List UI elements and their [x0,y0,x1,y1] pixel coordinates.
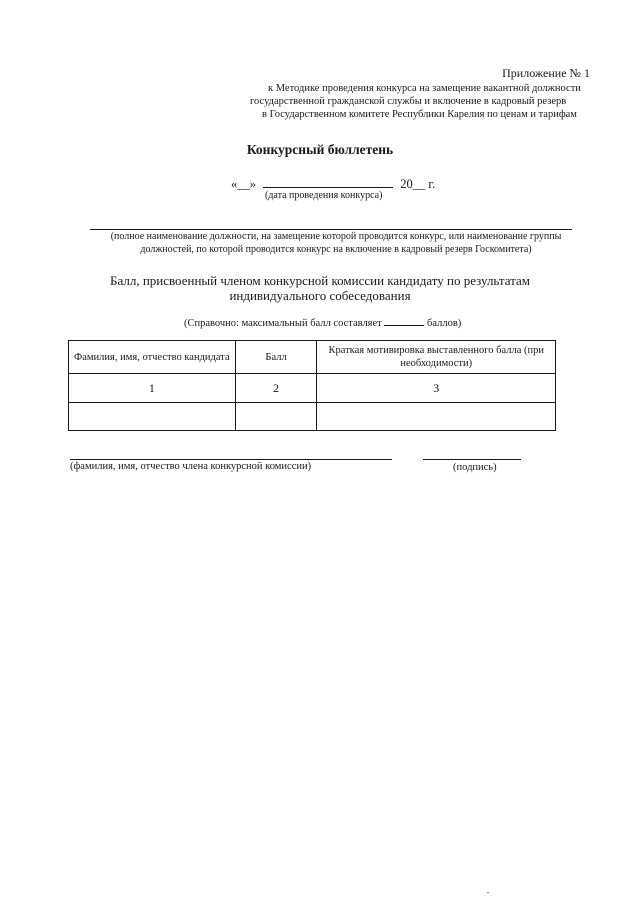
max-score-blank [384,315,424,326]
appendix-line-2: государственной гражданской службы и включение в кадровый резерв [250,96,567,107]
signature-line [423,459,521,460]
date-caption: (дата проведения конкурса) [265,190,383,201]
header-motivation: Краткая мотивировка выставленного балла (при необходимости) [317,341,556,374]
date-year: 20__ г. [400,177,436,191]
score-heading-line-1: Балл, присвоенный членом конкурсной комиссии кандидату по результатам [110,273,530,288]
header-score: Балл [235,341,317,374]
position-caption-line-1: (полное наименование должности, на замещение которой проводится конкурс, или наименование группы [110,231,562,242]
appendix-line-1: к Методике проведения конкурса на замещение вакантной должности [268,83,581,94]
appendix-line-3: в Государственном комитете Республики Карелия по ценам и тарифам [262,109,577,120]
appendix-title: Приложение № 1 [502,66,590,80]
position-caption [86,230,586,256]
column-number-1: 1 [69,374,236,403]
member-name-caption: (фамилия, имя, отчество члена конкурсной комиссии) [70,461,312,472]
document-title: Конкурсный бюллетень [246,142,394,157]
signature-caption: (подпись) [453,462,497,473]
column-number-3: 3 [317,374,556,403]
score-heading-line-2: индивидуального собеседования [229,288,411,303]
score-cell [235,403,317,431]
column-number-2: 2 [235,374,317,403]
max-score-reference [184,315,461,329]
position-caption-line-2: должностей, по которой проводится конкурс на включение в кадровый резерв Госкомитета) [140,244,532,255]
table-header-row [69,341,556,374]
ballot-table [68,340,556,431]
table-number-row [69,374,556,403]
motivation-cell [317,403,556,431]
scan-dot [487,892,489,893]
header-candidate-name: Фамилия, имя, отчество кандидата [69,341,236,374]
date-month-blank [263,175,393,188]
candidate-name-cell [69,403,236,431]
member-name-line [70,459,392,460]
table-row [69,403,556,431]
reference-prefix: (Справочно: максимальный балл составляет [184,318,382,329]
date-day: «__» [231,177,256,191]
score-heading [0,273,640,303]
reference-suffix: баллов) [427,318,462,329]
